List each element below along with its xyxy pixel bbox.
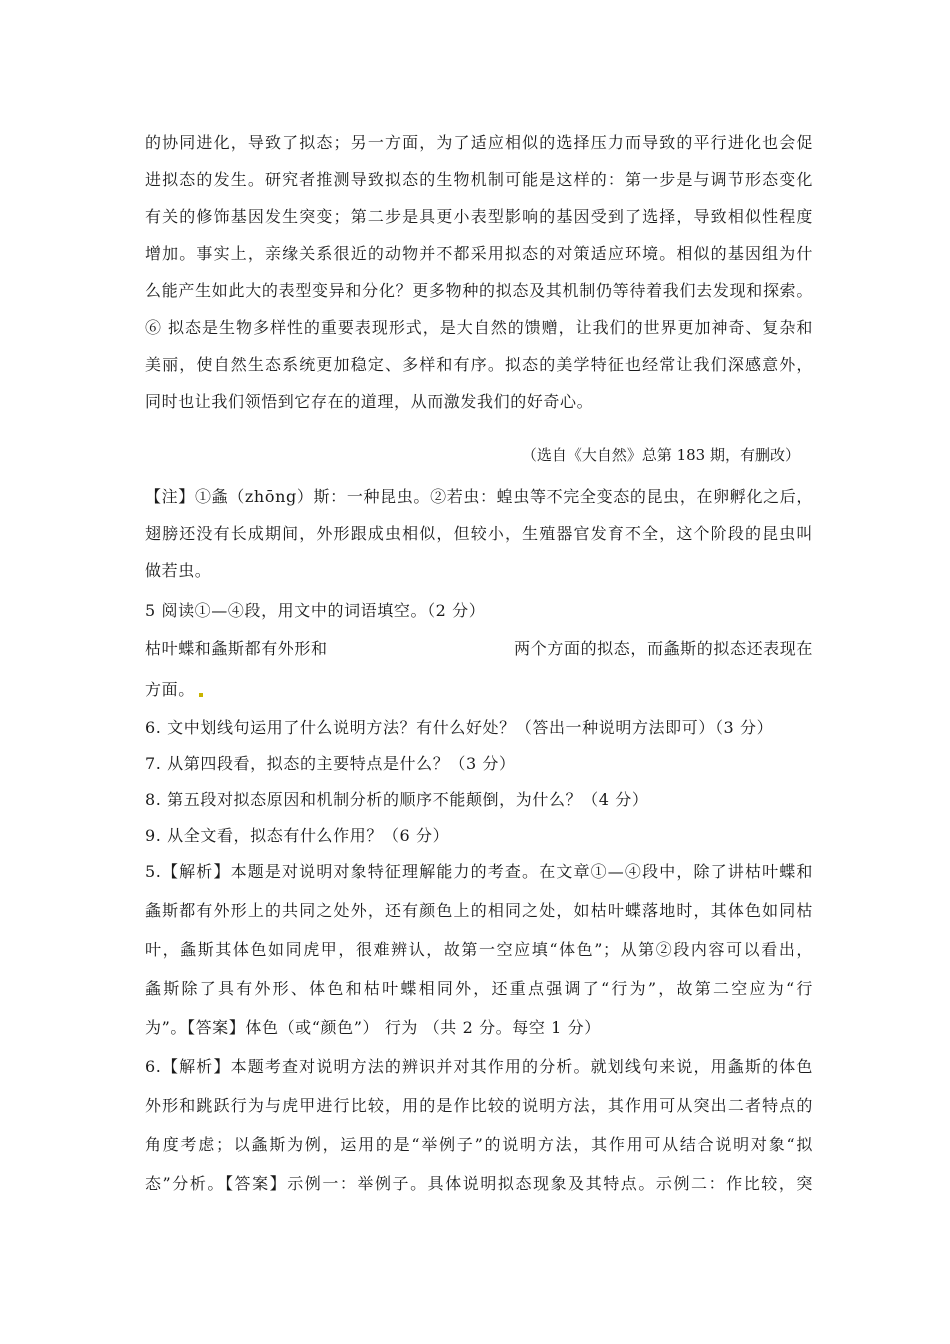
answer-5-line: 螽斯都有外形上的共同之处外，还有颜色上的相同之处，如枯叶蝶落地时，其体色如同枯: [145, 901, 813, 920]
body-line: 的协同进化，导致了拟态；另一方面，为了适应相似的选择压力而导致的平行进化也会促: [145, 133, 813, 152]
answer-6-line: 6.【解析】本题考查对说明方法的辨识并对其作用的分析。就划线句来说，用螽斯的体色: [145, 1057, 813, 1076]
answer-5-line: 为”。【答案】体色（或“颜色”） 行为 （共 2 分。每空 1 分）: [145, 1018, 601, 1037]
answer-5-line: 叶，螽斯其体色如同虎甲，很难辨认，故第一空应填“体色”；从第②段内容可以看出，: [145, 940, 813, 959]
q5-text-a: 枯叶蝶和螽斯都有外形和: [145, 639, 328, 658]
body-line: 进拟态的发生。研究者推测导致拟态的生物机制可能是这样的：第一步是与调节形态变化: [145, 170, 813, 189]
answer-5-line: 螽斯除了具有外形、体色和枯叶蝶相同外，还重点强调了“行为”，故第二空应为“行: [145, 979, 813, 998]
body-line: 增加。事实上，亲缘关系很近的动物并不都采用拟态的对策适应环境。相似的基因组为什: [145, 244, 813, 263]
body-line: 同时也让我们领悟到它存在的道理，从而激发我们的好奇心。: [145, 392, 594, 411]
answer-blank: [371, 636, 471, 659]
answer-5-line: 5.【解析】本题是对说明对象特征理解能力的考查。在文章①—④段中，除了讲枯叶蝶和: [145, 862, 813, 881]
question-6: 6. 文中划线句运用了什么说明方法？有什么好处？（答出一种说明方法即可）（3 分）: [145, 718, 774, 737]
answer-6-line: 外形和跳跃行为与虎甲进行比较，用的是作比较的说明方法，其作用可从突出二者特点的: [145, 1096, 813, 1115]
question-7: 7. 从第四段看，拟态的主要特点是什么？（3 分）: [145, 754, 516, 773]
question-5-title: 5 阅读①—④段，用文中的词语填空。（2 分）: [145, 601, 486, 620]
question-9: 9. 从全文看，拟态有什么作用？（6 分）: [145, 826, 450, 845]
body-line: 美丽，使自然生态系统更加稳定、多样和有序。拟态的美学特征也经常让我们深感意外，: [145, 355, 813, 374]
body-line: ⑥ 拟态是生物多样性的重要表现形式，是大自然的馈赠，让我们的世界更加神奇、复杂和: [145, 318, 813, 337]
answer-6-line: 态”分析。【答案】示例一：举例子。具体说明拟态现象及其特点。示例二：作比较，突: [145, 1174, 813, 1193]
note-line: 翅膀还没有长成期间，外形跟成虫相似，但较小，生殖器官发育不全，这个阶段的昆虫叫: [145, 524, 813, 543]
question-5-blanks: [145, 636, 813, 659]
question-5-tail: 方面。: [145, 677, 813, 700]
note-line: 做若虫。: [145, 561, 212, 580]
answer-6-line: 角度考虑；以螽斯为例，运用的是“举例子”的说明方法，其作用可从结合说明对象“拟: [145, 1135, 813, 1154]
source-citation: （选自《大自然》总第 183 期，有删改）: [521, 446, 800, 464]
dot-mark: [199, 693, 203, 697]
body-line: 有关的修饰基因发生突变；第二步是具更小表型影响的基因受到了选择，导致相似性程度: [145, 207, 813, 226]
question-8: 8. 第五段对拟态原因和机制分析的顺序不能颠倒，为什么？（4 分）: [145, 790, 649, 809]
note-line: 【注】①螽（zhōng）斯：一种昆虫。②若虫：蝗虫等不完全变态的昆虫，在卵孵化之后，: [145, 487, 813, 506]
body-line: 么能产生如此大的表型变异和分化？更多物种的拟态及其机制仍等待着我们去发现和探索。: [145, 281, 813, 300]
q5-text-b: 两个方面的拟态，而螽斯的拟态还表现在: [514, 639, 813, 658]
